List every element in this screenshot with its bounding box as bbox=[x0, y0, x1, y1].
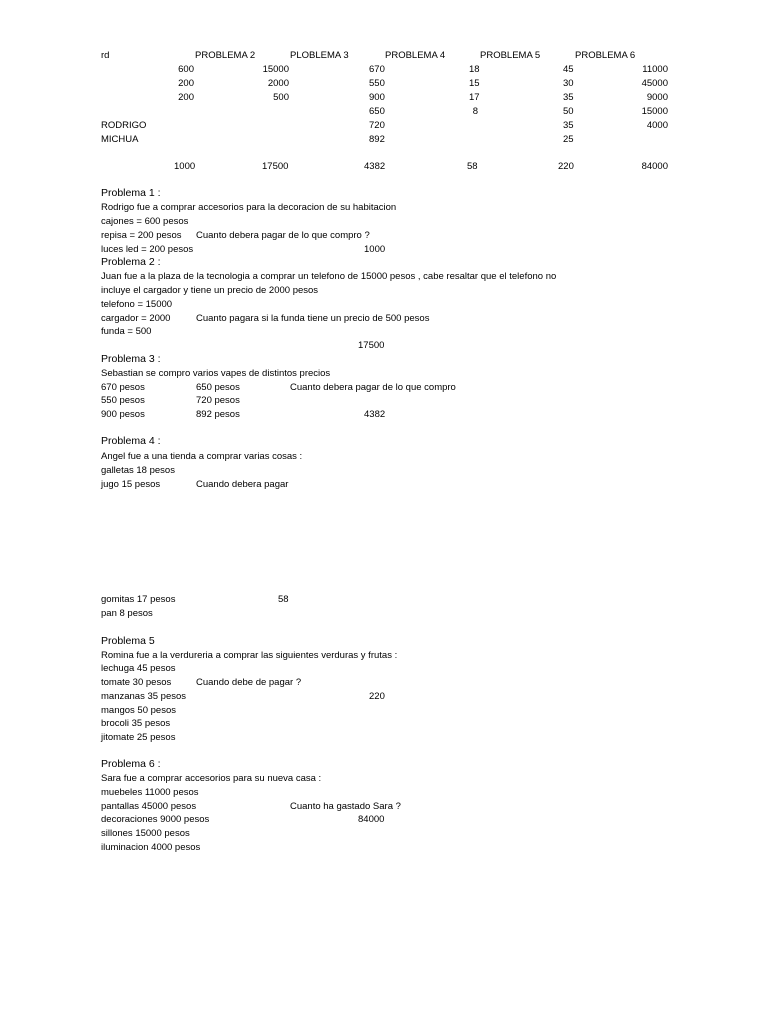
table-cell: 17 bbox=[469, 92, 480, 103]
problem-3-description: Sebastian se compro varios vapes de distintos precios bbox=[101, 368, 331, 379]
table-cell: 15 bbox=[469, 78, 480, 89]
problem-6-item: sillones 15000 pesos bbox=[101, 828, 190, 839]
table-cell: 892 bbox=[369, 134, 385, 145]
table-cell: 35 bbox=[563, 120, 574, 131]
problem-5-description: Romina fue a la verdureria a comprar las siguientes verduras y frutas : bbox=[101, 650, 398, 661]
problem-1-description: Rodrigo fue a comprar accesorios para la decoracion de su habitacion bbox=[101, 202, 397, 213]
problem-5-item: jitomate 25 pesos bbox=[101, 732, 176, 743]
table-header-problema-4: PROBLEMA 4 bbox=[385, 50, 446, 61]
problem-2-item: cargador = 2000 bbox=[101, 313, 171, 324]
table-cell: 600 bbox=[178, 64, 194, 75]
problem-3-item: 550 pesos bbox=[101, 395, 145, 406]
problem-6-item: decoraciones 9000 pesos bbox=[101, 814, 210, 825]
problem-3-item: 892 pesos bbox=[196, 409, 240, 420]
table-total: 84000 bbox=[641, 161, 668, 172]
table-cell: 45000 bbox=[641, 78, 668, 89]
problem-2-answer: 17500 bbox=[358, 340, 385, 351]
table-row-label-michua: MICHUA bbox=[101, 134, 139, 145]
problem-4-item: galletas 18 pesos bbox=[101, 465, 175, 476]
problem-5-title: Problema 5 bbox=[101, 635, 155, 647]
problem-1-question: Cuanto debera pagar de lo que compro ? bbox=[196, 230, 370, 241]
table-total: 58 bbox=[467, 161, 478, 172]
problem-6-item: iluminacion 4000 pesos bbox=[101, 842, 201, 853]
table-total: 4382 bbox=[364, 161, 386, 172]
problem-3-item: 720 pesos bbox=[196, 395, 240, 406]
table-cell: 2000 bbox=[267, 78, 289, 89]
problem-3-item: 670 pesos bbox=[101, 382, 145, 393]
problem-4-item: pan 8 pesos bbox=[101, 608, 153, 619]
table-cell: 500 bbox=[273, 92, 289, 103]
problem-5-item: brocoli 35 pesos bbox=[101, 718, 171, 729]
problem-5-item: manzanas 35 pesos bbox=[101, 691, 187, 702]
table-header-problema-3: PLOBLEMA 3 bbox=[290, 50, 349, 61]
table-cell: 550 bbox=[369, 78, 385, 89]
problem-4-description: Angel fue a una tienda a comprar varias cosas : bbox=[101, 451, 303, 462]
problem-4-item: jugo 15 pesos bbox=[101, 479, 161, 490]
table-cell: 25 bbox=[563, 134, 574, 145]
table-cell: 900 bbox=[369, 92, 385, 103]
problem-6-title: Problema 6 : bbox=[101, 758, 161, 770]
problem-2-item: funda = 500 bbox=[101, 326, 152, 337]
problem-4-answer: 58 bbox=[278, 594, 289, 605]
table-cell: 650 bbox=[369, 106, 385, 117]
problem-1-answer: 1000 bbox=[364, 244, 386, 255]
table-cell: 720 bbox=[369, 120, 385, 131]
problem-5-item: mangos 50 pesos bbox=[101, 705, 176, 716]
problem-1-title: Problema 1 : bbox=[101, 187, 161, 199]
problem-5-item: tomate 30 pesos bbox=[101, 677, 172, 688]
table-cell: 200 bbox=[178, 78, 194, 89]
table-cell: 4000 bbox=[646, 120, 668, 131]
problem-6-item: muebeles 11000 pesos bbox=[101, 787, 199, 798]
problem-2-title: Problema 2 : bbox=[101, 256, 161, 268]
table-total: 220 bbox=[558, 161, 574, 172]
problem-3-answer: 4382 bbox=[364, 409, 386, 420]
problem-3-item: 650 pesos bbox=[196, 382, 240, 393]
table-header-problema-6: PROBLEMA 6 bbox=[575, 50, 636, 61]
problem-5-answer: 220 bbox=[369, 691, 385, 702]
table-corner-label: rd bbox=[101, 50, 110, 61]
problem-4-question: Cuando debera pagar bbox=[196, 479, 289, 490]
table-total: 17500 bbox=[262, 161, 289, 172]
table-cell: 15000 bbox=[262, 64, 289, 75]
problem-3-question: Cuanto debera pagar de lo que compro bbox=[290, 382, 456, 393]
table-cell: 200 bbox=[178, 92, 194, 103]
problem-1-item: luces led = 200 pesos bbox=[101, 244, 194, 255]
table-cell: 18 bbox=[469, 64, 480, 75]
table-header-problema-5: PROBLEMA 5 bbox=[480, 50, 541, 61]
table-cell: 50 bbox=[563, 106, 574, 117]
problem-2-description: incluye el cargador y tiene un precio de 2000 pesos bbox=[101, 285, 319, 296]
problem-2-item: telefono = 15000 bbox=[101, 299, 173, 310]
problem-2-question: Cuanto pagara si la funda tiene un precio de 500 pesos bbox=[196, 313, 430, 324]
table-cell: 15000 bbox=[641, 106, 668, 117]
problem-1-item: repisa = 200 pesos bbox=[101, 230, 182, 241]
problem-4-title: Problema 4 : bbox=[101, 435, 161, 447]
table-cell: 35 bbox=[563, 92, 574, 103]
problem-6-item: pantallas 45000 pesos bbox=[101, 801, 197, 812]
problem-6-answer: 84000 bbox=[358, 814, 385, 825]
problem-2-description: Juan fue a la plaza de la tecnologia a comprar un telefono de 15000 pesos , cabe resaltar que el telefono no bbox=[101, 271, 557, 282]
table-total: 1000 bbox=[174, 161, 196, 172]
problem-5-item: lechuga 45 pesos bbox=[101, 663, 176, 674]
table-cell: 11000 bbox=[642, 64, 668, 75]
problem-4-item: gomitas 17 pesos bbox=[101, 594, 176, 605]
problem-6-question: Cuanto ha gastado Sara ? bbox=[290, 801, 401, 812]
table-cell: 9000 bbox=[646, 92, 668, 103]
table-cell: 8 bbox=[472, 106, 478, 117]
problem-3-item: 900 pesos bbox=[101, 409, 145, 420]
table-header-problema-2: PROBLEMA 2 bbox=[195, 50, 256, 61]
table-row-label-rodrigo: RODRIGO bbox=[101, 120, 147, 131]
problem-6-description: Sara fue a comprar accesorios para su nueva casa : bbox=[101, 773, 322, 784]
table-cell: 30 bbox=[563, 78, 574, 89]
problem-1-item: cajones = 600 pesos bbox=[101, 216, 189, 227]
problem-3-title: Problema 3 : bbox=[101, 353, 161, 365]
table-cell: 45 bbox=[563, 64, 574, 75]
problem-5-question: Cuando debe de pagar ? bbox=[196, 677, 302, 688]
table-cell: 670 bbox=[369, 64, 385, 75]
